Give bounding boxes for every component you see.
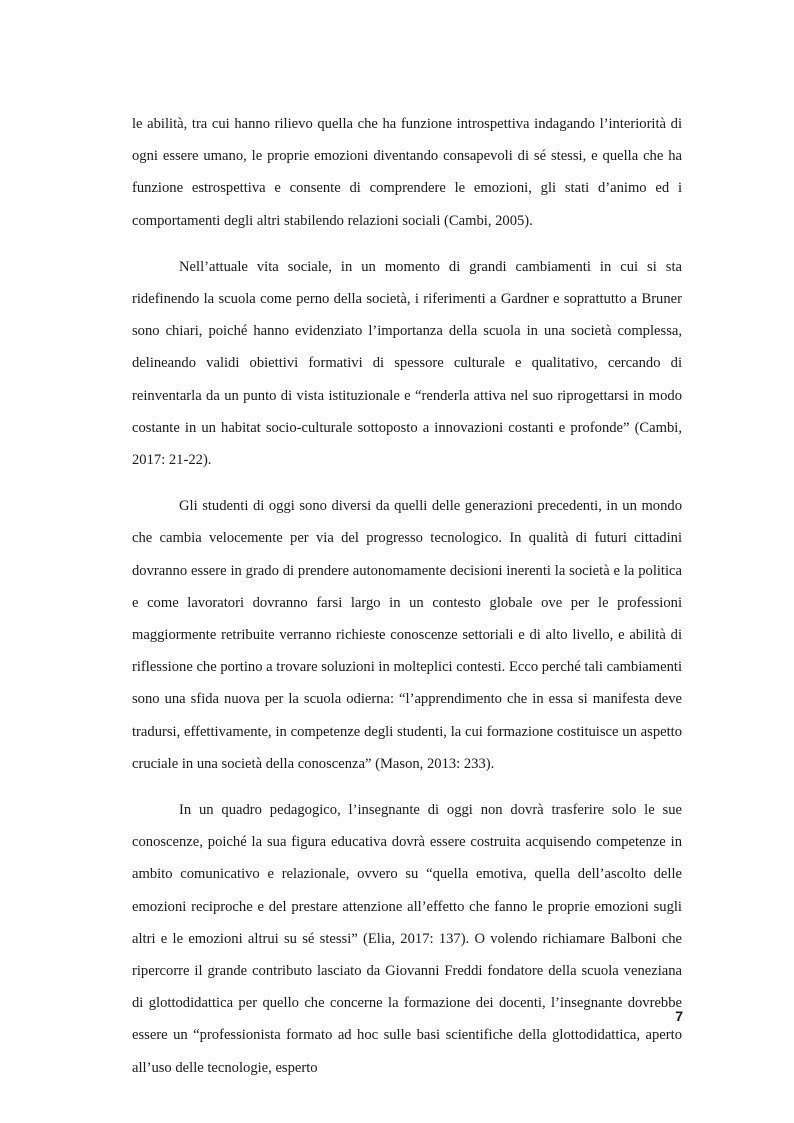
body-text — [132, 108, 682, 1098]
paragraph-teacher: In un quadro pedagogico, l’insegnante di oggi non dovrà trasferire solo le sue conoscenze, poiché la sua figura educativa dovrà essere costruita acquisendo competenze in ambito comunicativo e relazionale, ovvero su “quella emotiva, quella dell’ascolto delle emozioni reciproche e del prestare attenzione all’effetto che fanno le proprie emozioni sugli altri e le emozioni altrui su sé stessi” (Elia, 2017: 137). O volendo richiamare Balboni che ripercorre il grande contributo lasciato da Giovanni Freddi fondatore della scuola veneziana di glottodidattica per quello che concerne la formazione dei docenti, l’insegnante dovrebbe essere un “professionista formato ad hoc sulle basi scientifiche della glottodidattica, aperto all’uso delle tecnologie, esperto — [132, 802, 682, 1076]
paragraph-continuation: le abilità, tra cui hanno rilievo quella che ha funzione introspettiva indagando l’interiorità di ogni essere umano, le proprie emozioni diventando consapevoli di sé stessi, e quella che ha funzione estrospettiva e consente di comprendere le emozioni, gli stati d’animo ed i comportamenti degli altri stabilendo relazioni sociali (Cambi, 2005). — [132, 116, 682, 229]
page-number: 7 — [675, 1008, 683, 1024]
paragraph-social-life: Nell’attuale vita sociale, in un momento di grandi cambiamenti in cui si sta ridefinendo la scuola come perno della società, i riferimenti a Gardner e soprattutto a Bruner sono chiari, poiché hanno evidenziato l’importanza della scuola in una società complessa, delineando validi obiettivi formativi di spessore culturale e qualitativo, cercando di reinventarla da un punto di vista istituzionale e “renderla attiva nel suo riprogettarsi in modo costante in un habitat socio-culturale sottoposto a innovazioni costanti e profonde” (Cambi, 2017: 21-22). — [132, 258, 682, 469]
paragraph-students: Gli studenti di oggi sono diversi da quelli delle generazioni precedenti, in un mondo che cambia velocemente per via del progresso tecnologico. In qualità di futuri cittadini dovranno essere in grado di prendere autonomamente decisioni inerenti la società e la politica e come lavoratori dovranno farsi largo in un contesto globale ove per le professioni maggiormente retribuite verranno richieste conoscenze settoriali e di alto livello, e abilità di riflessione che portino a trovare soluzioni in molteplici contesti. Ecco perché tali cambiamenti sono una sfida nuova per la scuola odierna: “l’apprendimento che in essa si manifesta deve tradursi, effettivamente, in competenze degli studenti, la cui formazione costituisce un aspetto cruciale in una società della conoscenza” (Mason, 2013: 233). — [132, 498, 682, 772]
